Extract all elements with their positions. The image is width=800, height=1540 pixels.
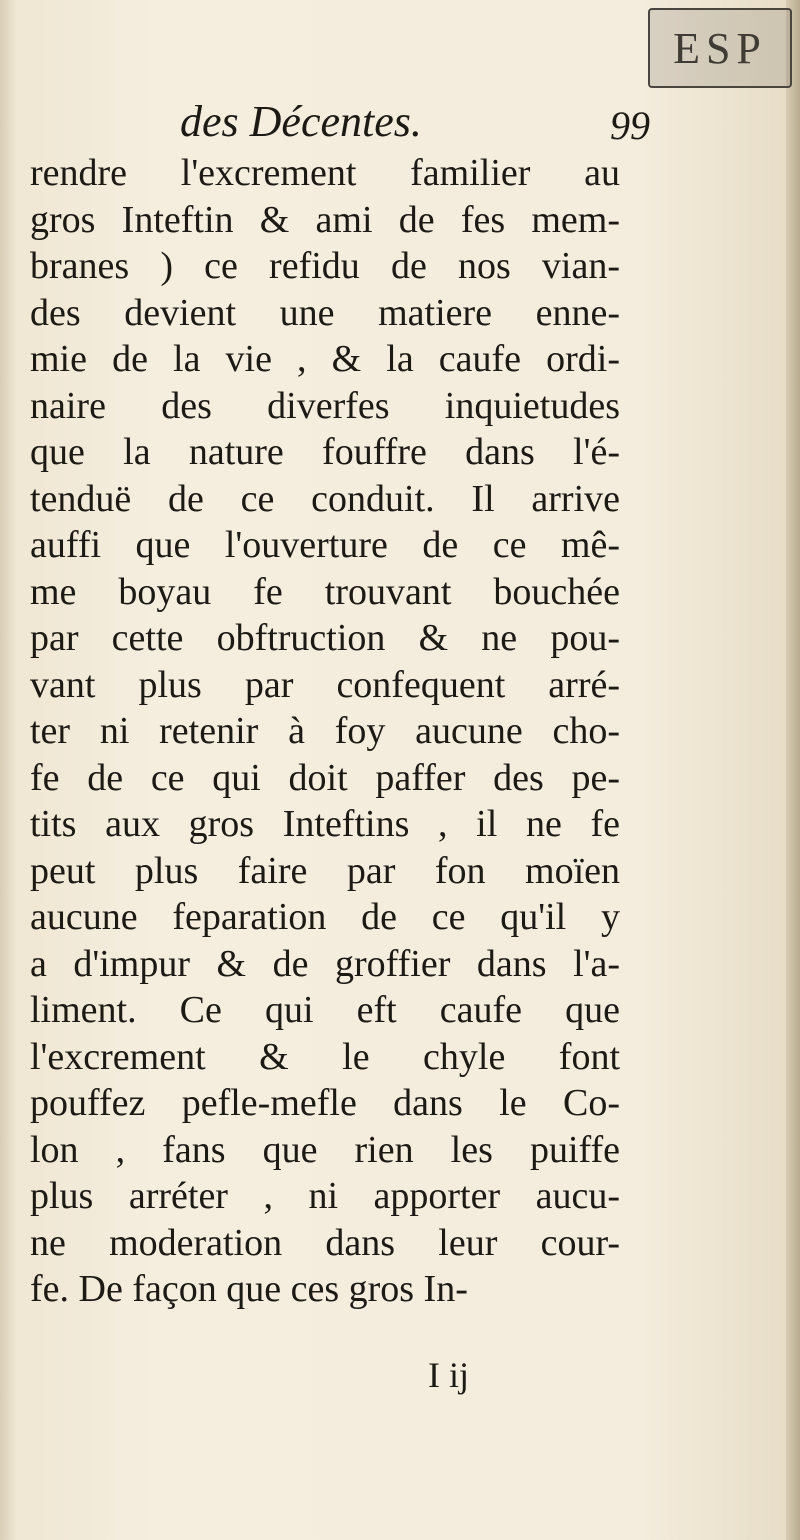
page-edge [786,0,800,1540]
running-title: des Décentes. [180,97,422,146]
text-line: a d'impur & de groffier dans l'a- [30,942,620,985]
text-line: tenduë de ce conduit. Il arrive [30,477,620,520]
page-gutter [0,0,16,1540]
body-text [30,150,620,1313]
text-line: l'excrement & le chyle font [30,1035,620,1078]
text-line: mie de la vie , & la caufe ordi- [30,338,620,380]
library-stamp [648,8,792,88]
text-line: tits aux gros Inteftins , il ne fe [30,803,620,845]
text-line: naire des diverfes inquietudes [30,384,620,427]
text-line: me boyau fe trouvant bouchée [30,570,620,613]
text-line: vant plus par confequent arré- [30,663,620,706]
text-line: que la nature fouffre dans l'é- [30,431,620,473]
text-line: des devient une matiere enne- [30,291,620,334]
text-line: pouffez pefle-mefle dans le Co- [30,1082,620,1124]
page-number: 99 [610,103,650,148]
text-line: fe. De façon que ces gros In- [30,1268,468,1310]
text-line: branes ) ce refidu de nos vian- [30,245,620,287]
text-line: liment. Ce qui eft caufe que [30,989,620,1031]
text-line: auffi que l'ouverture de ce mê- [30,524,620,566]
text-line: fe de ce qui doit paffer des pe- [30,756,620,799]
text-line: ne moderation dans leur cour- [30,1221,620,1264]
page-header [180,92,650,152]
text-line: par cette obftruction & ne pou- [30,617,620,659]
text-line: rendre l'excrement familier au [30,152,620,194]
library-stamp-text: ESP [673,23,767,73]
text-line: lon , fans que rien les puiffe [30,1128,620,1171]
text-line: peut plus faire par fon moïen [30,849,620,892]
text-line: aucune feparation de ce qu'il y [30,896,620,938]
text-line: ter ni retenir à foy aucune cho- [30,710,620,752]
text-line: gros Inteftin & ami de fes mem- [30,198,620,241]
text-line: plus arréter , ni apporter aucu- [30,1175,620,1217]
signature-mark: I ij [428,1355,469,1395]
